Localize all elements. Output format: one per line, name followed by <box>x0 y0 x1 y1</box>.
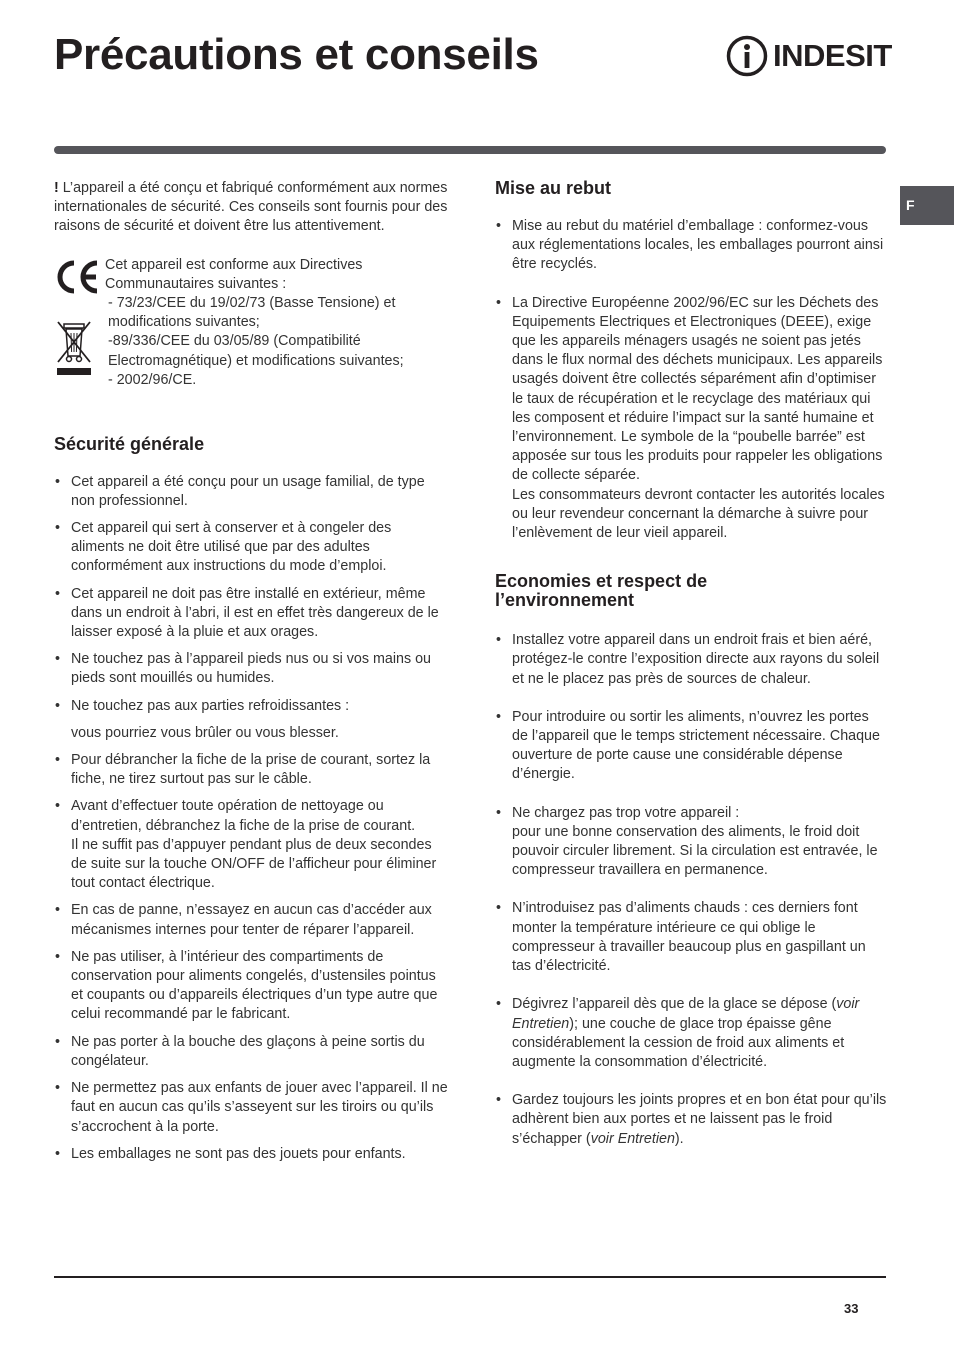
list-item <box>495 804 887 881</box>
left-column <box>54 179 448 1172</box>
indesit-logo <box>726 34 892 78</box>
section-heading-rebut: Mise au rebut <box>495 178 612 198</box>
page-number: 33 <box>844 1301 859 1316</box>
heading-line: Economies et respect de <box>495 571 708 592</box>
list-item: • Les emballages ne sont pas des jouets pour enfants. <box>54 1145 448 1164</box>
list-item: • En cas de panne, n’essayez en aucun cas d’accéder aux mécanismes internes pour tenter de réparer l’appareil. <box>54 901 448 939</box>
list-item-text: Il ne suffit pas d’appuyer pendant plus de deux secondes de suite sur la touche ON/OFF de l’afficheur pour éliminer tout contact électrique. <box>71 836 437 892</box>
list-item: • Ne touchez pas aux parties refroidissantes : <box>54 697 448 716</box>
list-item: • Pour débrancher la fiche de la prise de courant, sortez la fiche, ne tirez surtout pas sur le câble. <box>54 751 448 789</box>
list-item: • Mise au rebut du matériel d’emballage : conformez-vous aux réglementations locales, les emballages pourront ainsi être recyclés. <box>495 217 887 275</box>
page-title: Précautions et conseils <box>54 30 539 79</box>
list-item-continuation: vous pourriez vous brûler ou vous blesser. <box>71 724 339 741</box>
intro-text: L’appareil a été conçu et fabriqué conformément aux normes internationales de sécurité. Ces conseils sont fournis pour des raisons de sécurité et doivent être lus attentivement. <box>54 180 448 235</box>
section-heading-securite: Sécurité générale <box>54 433 205 454</box>
list-item-text: Dégivrez l’appareil dès que de la glace se dépose ( <box>512 996 837 1013</box>
conformity-text <box>105 256 448 390</box>
list-item-text: Ne chargez pas trop votre appareil : <box>512 804 740 821</box>
list-item: • Installez votre appareil dans un endroit frais et bien aéré, protégez-le contre l’exposition directe aux rayons du soleil et ne le placez pas près de sources de chaleur. <box>495 631 887 689</box>
list-item-text: Les consommateurs devront contacter les autorités locales ou leur revendeur concernant la démarche à suivre pour l’enlèvement de leur vieil appareil. <box>512 486 885 542</box>
conformity-line: - 2002/96/CE. <box>108 371 197 388</box>
warning-mark: ! <box>54 180 59 196</box>
list-item: • N’introduisez pas d’aliments chauds : ces derniers font monter la température intérieure ce qui oblige le compresseur à travailler beaucoup plus en gaspillant un tas d’électricité. <box>495 899 887 976</box>
language-tab-label: F <box>906 197 915 213</box>
list-item <box>54 797 448 893</box>
list-item <box>495 294 887 544</box>
intro-paragraph <box>54 179 448 237</box>
conformity-line: Electromagnétique) et modifications suivantes; <box>108 352 404 369</box>
conformity-line: modifications suivantes; <box>108 314 260 331</box>
list-item: • Ne pas utiliser, à l’intérieur des compartiments de conservation pour aliments congelés, d’ustensiles pointus et coupants ou d’appareils électriques d’un type autre que celui recommandé par le fabricant. <box>54 948 448 1025</box>
brand-name: INDESIT <box>773 38 892 73</box>
section-heading-economies <box>495 572 887 610</box>
list-item <box>495 995 887 1072</box>
crossed-bin-icon <box>56 320 92 378</box>
conformity-line: - 73/23/CEE du 19/02/73 (Basse Tensione) et <box>108 295 396 312</box>
conformity-line: Communautaires suivantes : <box>105 275 287 292</box>
heading-line: l’environnement <box>495 590 635 611</box>
footer-divider <box>54 1276 886 1278</box>
list-item: • Cet appareil qui sert à conserver et à congeler des aliments ne doit être utilisé que par des adultes conformément aux instructions du mode d’emploi. <box>54 519 448 577</box>
list-item-text: Gardez toujours les joints propres et en bon état pour qu’ils adhèrent bien aux portes et ne laissent pas le froid s’échapper ( <box>512 1092 887 1147</box>
securite-list <box>54 473 448 1164</box>
ce-mark-icon <box>54 259 100 295</box>
rebut-list <box>495 217 887 543</box>
list-item <box>495 1091 887 1149</box>
list-item: • Ne pas porter à la bouche des glaçons à peine sortis du congélateur. <box>54 1033 448 1071</box>
list-item: • Cet appareil ne doit pas être installé en extérieur, même dans un endroit à l’abri, il est en effet très dangereux de le laisser exposé à la pluie et aux orages. <box>54 585 448 643</box>
conformity-line: Cet appareil est conforme aux Directives <box>105 256 363 273</box>
cross-reference: voir Entretien <box>590 1130 675 1147</box>
list-item-text: ); une couche de glace trop épaisse gêne considérablement la cession de froid aux aliments et augmente la consommation d’électricité. <box>512 1015 845 1070</box>
list-item: • Ne touchez pas à l’appareil pieds nus ou si vos mains ou pieds sont mouillés ou humides. <box>54 650 448 688</box>
list-item-text: pour une bonne conservation des aliments, le froid doit pouvoir circuler librement. Si la circulation est entravée, le compresseur travaillera en permanence. <box>512 823 878 879</box>
list-item: • Cet appareil a été conçu pour un usage familial, de type non professionnel. <box>54 473 448 511</box>
language-tab <box>900 186 954 225</box>
list-item-text: Avant d’effectuer toute opération de nettoyage ou d’entretien, débranchez la fiche de la prise de courant. <box>71 798 416 834</box>
header-divider <box>54 146 886 154</box>
list-item-text: La Directive Européenne 2002/96/EC sur les Déchets des Equipements Electriques et Electroniques (DEEE), exige que les appareils ménagers usagés ne soient pas jetés dans le flux normal des déchets municipaux. Les appareils usagés doivent être collectés séparément afin d’optimiser le taux de récupération et le recyclage des matériaux qui les composent et réduire l’impact sur la santé humaine et l’environnement. Le symbole de la “poubelle barrée” est apposée sur tous les produits pour rappeler les obligations de collecte séparée. <box>512 294 883 484</box>
cross-reference: voir Entretien <box>512 996 860 1032</box>
indesit-logo-icon <box>726 34 768 78</box>
right-column <box>495 179 887 1168</box>
economies-list <box>495 631 887 1148</box>
conformity-line: -89/336/CEE du 03/05/89 (Compatibilité <box>108 333 361 350</box>
list-item: • Ne permettez pas aux enfants de jouer avec l’appareil. Il ne faut en aucun cas qu’ils s’asseyent sur les tiroirs ou qu’ils s’accrochent à la porte. <box>54 1079 448 1137</box>
list-item: • Pour introduire ou sortir les aliments, n’ouvrez les portes de l’appareil que le temps strictement nécessaire. Chaque ouverture de porte cause une considérable dépense d’énergie. <box>495 708 887 785</box>
conformity-block <box>54 256 448 396</box>
list-item-text: ). <box>674 1130 684 1147</box>
